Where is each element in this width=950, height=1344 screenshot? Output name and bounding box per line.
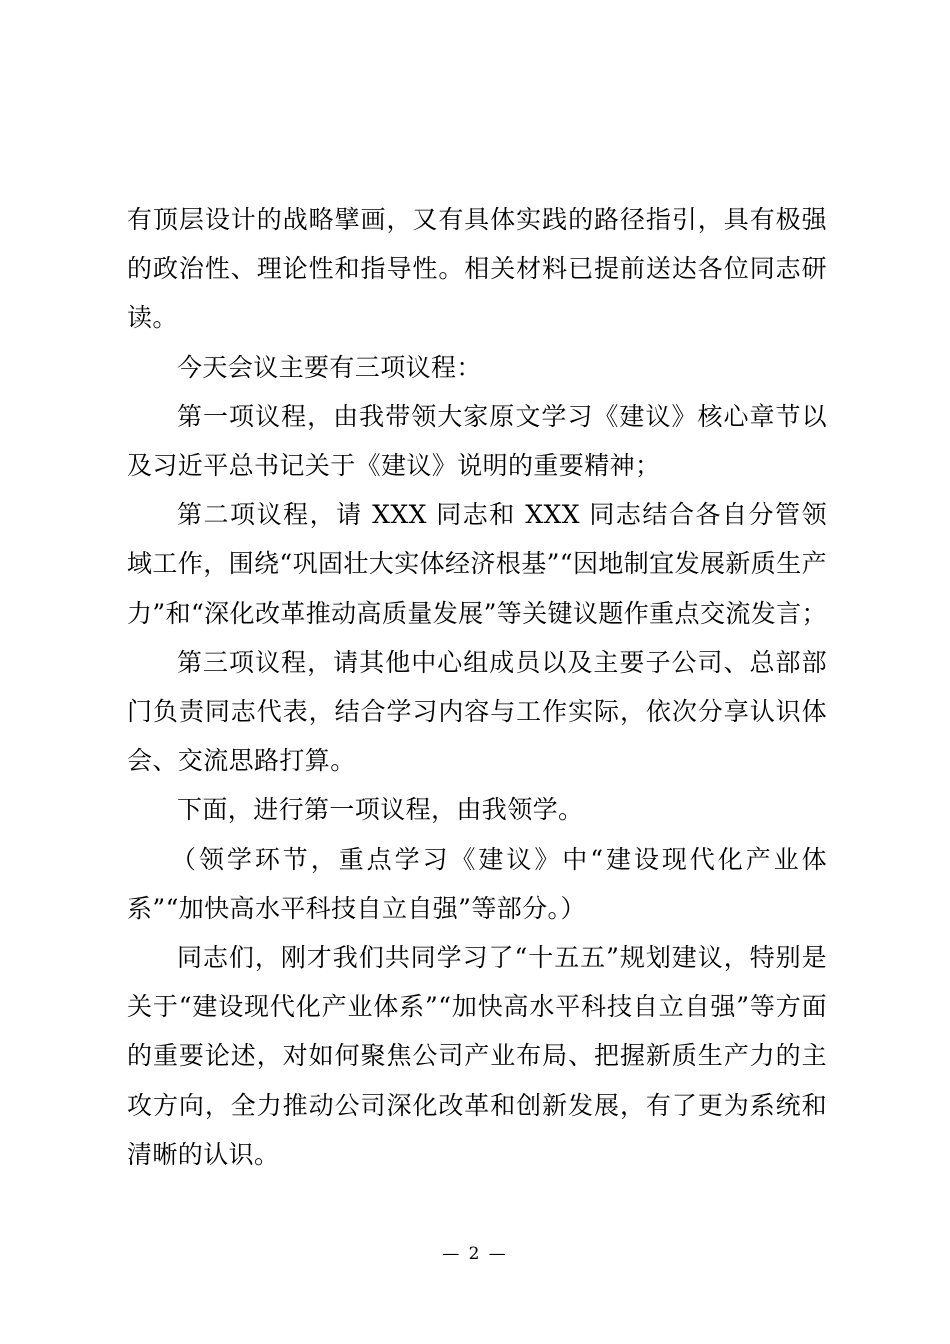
paragraph-agenda-item-1: 第一项议程，由我带领大家原文学习《建议》核心章节以及习近平总书记关于《建议》说明的重要精神； [127, 401, 827, 481]
paragraph-summary: 同志们，刚才我们共同学习了“十五五”规划建议，特别是关于“建设现代化产业体系”“加快高水平科技自立自强”等方面的重要论述，对如何聚焦公司产业布局、把握新质生产力的主攻方向，全力推动公司深化改革和创新发展，有了更为系统和清晰的认识。 [127, 943, 827, 1169]
paragraph-continuation: 有顶层设计的战略擘画，又有具体实践的路径指引，具有极强的政治性、理论性和指导性。相关材料已提前送达各位同志研读。 [127, 205, 827, 333]
paragraph-first-item-start: 下面，进行第一项议程，由我领学。 [177, 795, 584, 825]
paragraph-agenda-item-3: 第三项议程，请其他中心组成员以及主要子公司、总部部门负责同志代表，结合学习内容与工作实际，依次分享认识体会、交流思路打算。 [127, 647, 827, 776]
paragraph-agenda-item-2: 第二项议程，请 XXX 同志和 XXX 同志结合各自分管领域工作，围绕“巩固壮大实体经济根基”“因地制宜发展新质生产力”和“深化改革推动高质量发展”等关键议题作重点交流发言； [127, 500, 827, 628]
page-number: — 2 — [442, 1244, 508, 1264]
document-body [127, 195, 827, 1179]
paragraph-stage-note: （领学环节，重点学习《建议》中“建设现代化产业体系”“加快高水平科技自立自强”等部分。） [127, 844, 827, 923]
paragraph-agenda-intro: 今天会议主要有三项议程： [177, 352, 482, 382]
